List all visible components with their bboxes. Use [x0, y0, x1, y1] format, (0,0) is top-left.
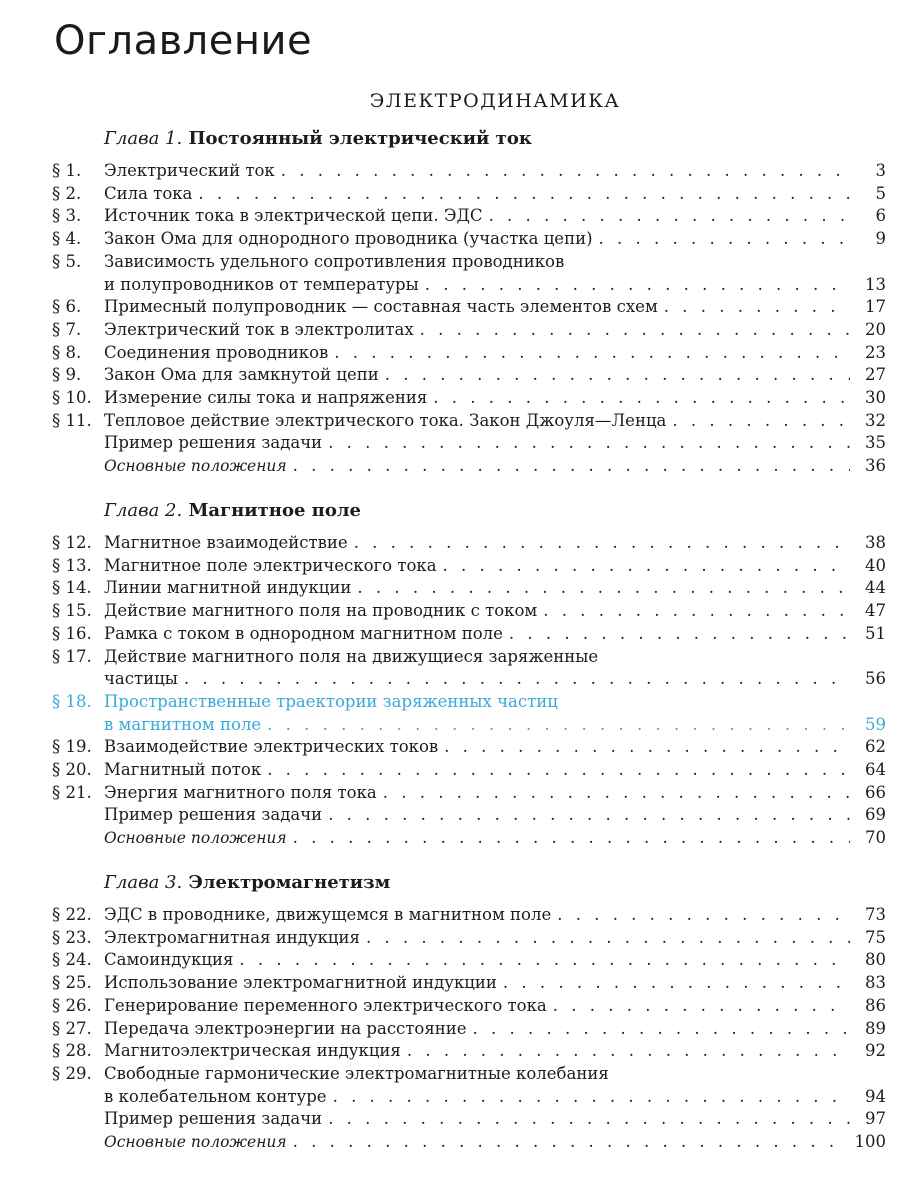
toc-entry[interactable] [52, 1085, 886, 1108]
toc-entry[interactable] [52, 971, 886, 994]
page-number: 59 [865, 714, 886, 734]
section-number: § 7. [52, 319, 82, 339]
section-title: Рамка с током в однородном магнитном поле [104, 623, 503, 643]
dot-leader [184, 667, 850, 690]
dot-leader [664, 295, 850, 318]
section-number: § 18. [52, 691, 92, 711]
dot-leader [672, 409, 850, 432]
toc-entry[interactable] [52, 781, 886, 804]
section-title: Электрический ток в электролитах [104, 319, 414, 339]
chapter-heading [104, 500, 361, 521]
dot-leader [328, 431, 850, 454]
page-number: 100 [854, 1132, 886, 1151]
dot-leader [293, 1130, 849, 1153]
dot-leader [267, 758, 850, 781]
section-title: Самоиндукция [104, 950, 234, 970]
section-title: Магнитное поле электрического тока [104, 555, 437, 575]
toc-entry[interactable] [52, 948, 886, 971]
section-number: § 24. [52, 950, 92, 970]
page-number: 75 [865, 927, 886, 947]
section-number: § 11. [52, 410, 92, 430]
section-title: Действие магнитного поля на движущиеся заряженные [104, 646, 599, 666]
section-title: Закон Ома для однородного проводника (участка цепи) [104, 229, 593, 249]
toc-entry[interactable] [52, 803, 886, 826]
toc-entry[interactable] [52, 1062, 886, 1085]
page-number: 3 [875, 161, 886, 180]
dot-leader [385, 363, 850, 386]
toc-entry[interactable] [52, 599, 886, 622]
page-number: 40 [865, 555, 886, 575]
section-title: Использование электромагнитной индукции [104, 973, 497, 993]
dot-leader [357, 576, 850, 599]
toc-entry[interactable] [52, 1039, 886, 1062]
section-title: Пример решения задачи [104, 805, 323, 825]
chapter-name: Магнитное поле [182, 500, 362, 521]
page-number: 38 [865, 533, 886, 552]
section-number: § 17. [52, 646, 92, 666]
dot-leader [444, 735, 850, 758]
section-number: § 16. [52, 623, 92, 643]
page-number: 44 [865, 578, 886, 598]
dot-leader [267, 713, 850, 736]
chapter-label: Глава 2. [104, 500, 183, 521]
toc-entry[interactable] [52, 554, 886, 577]
page-number: 47 [865, 601, 886, 621]
dot-leader [557, 903, 850, 926]
page-number: 62 [865, 737, 886, 757]
section-number: § 8. [52, 342, 82, 362]
page-number: 13 [865, 274, 886, 294]
section-number: § 5. [52, 251, 82, 271]
section-title: Свободные гармонические электромагнитные колебания [104, 1063, 609, 1083]
toc-entry[interactable] [52, 690, 886, 713]
section-title: Генерирование переменного электрического тока [104, 995, 547, 1015]
page-number: 6 [875, 206, 886, 226]
section-title: Взаимодействие электрических токов [104, 737, 439, 757]
section-number: § 15. [52, 601, 92, 621]
section-number: § 20. [52, 760, 92, 779]
section-number: § 12. [52, 533, 92, 552]
page-number: 35 [865, 433, 886, 453]
toc-entry[interactable] [52, 409, 886, 432]
chapter-name: Постоянный электрический ток [182, 128, 532, 149]
part-title: ЭЛЕКТРОДИНАМИКА [369, 90, 621, 112]
page-number: 20 [865, 319, 886, 339]
section-number: § 9. [52, 365, 82, 385]
toc-entry[interactable] [52, 926, 886, 949]
toc-entry[interactable] [52, 363, 886, 386]
chapter-heading [104, 128, 532, 149]
page-number: 69 [865, 805, 886, 825]
section-number: § 6. [52, 297, 82, 317]
dot-leader [489, 204, 850, 227]
section-number: § 26. [52, 995, 92, 1015]
page-number: 64 [865, 760, 886, 779]
dot-leader [383, 781, 850, 804]
section-number: § 3. [52, 206, 82, 226]
toc-entry[interactable] [52, 1017, 886, 1040]
section-title: Основные положения [104, 829, 287, 848]
chapter-label: Глава 1. [104, 128, 183, 149]
section-title: в колебательном контуре [104, 1086, 327, 1106]
section-title: Сила тока [104, 183, 193, 203]
dot-leader [433, 386, 850, 409]
dot-leader [366, 926, 850, 949]
toc-entry[interactable] [52, 667, 886, 690]
section-number: § 21. [52, 782, 92, 802]
toc-entry[interactable] [52, 531, 886, 554]
section-title: Соединения проводников [104, 342, 329, 362]
section-number: § 10. [52, 388, 92, 407]
dot-leader [328, 803, 850, 826]
toc-entry[interactable] [52, 204, 886, 227]
chapter-label: Глава 3. [104, 872, 183, 893]
toc-entry[interactable] [52, 903, 886, 926]
dot-leader [473, 1017, 850, 1040]
toc-entry[interactable] [52, 318, 886, 341]
page-number: 89 [865, 1018, 886, 1038]
page-number: 83 [865, 973, 886, 993]
section-number: § 13. [52, 555, 92, 575]
section-title: ЭДС в проводнике, движущемся в магнитном поле [104, 905, 552, 924]
page-number: 17 [865, 297, 886, 317]
section-title: Линии магнитной индукции [104, 578, 352, 598]
dot-leader [334, 341, 850, 364]
toc-entry[interactable] [52, 645, 886, 668]
toc-entry[interactable] [52, 713, 886, 736]
section-title: Зависимость удельного сопротивления проводников [104, 251, 565, 271]
section-title: частицы [104, 669, 178, 689]
section-title: в магнитном поле [104, 714, 262, 734]
page-number: 73 [865, 905, 886, 924]
chapter-name: Электромагнетизм [182, 872, 391, 893]
page-number: 97 [865, 1109, 886, 1129]
section-number: § 25. [52, 973, 92, 993]
section-number: § 22. [52, 905, 92, 924]
section-title: Тепловое действие электрического тока. Закон Джоуля—Ленца [104, 410, 667, 430]
dot-leader [239, 948, 850, 971]
dot-leader [281, 159, 850, 182]
section-title: Энергия магнитного поля тока [104, 782, 377, 802]
section-title: Пример решения задачи [104, 1109, 323, 1129]
dot-leader [293, 454, 850, 477]
toc-entry[interactable] [52, 341, 886, 364]
toc-entry[interactable] [52, 758, 886, 781]
section-title: Пример решения задачи [104, 433, 323, 453]
section-number: § 27. [52, 1018, 92, 1038]
dot-leader [354, 531, 850, 554]
dot-leader [509, 622, 850, 645]
toc-entry[interactable] [52, 295, 886, 318]
dot-leader [599, 227, 850, 250]
section-title: Магнитный поток [104, 760, 262, 779]
toc-entry[interactable] [52, 159, 886, 182]
dot-leader [420, 318, 850, 341]
section-title: Электрический ток [104, 161, 275, 180]
page-title: Оглавление [54, 18, 313, 64]
section-number: § 2. [52, 183, 82, 203]
dot-leader [407, 1039, 850, 1062]
page-number: 32 [865, 410, 886, 430]
section-title: Электромагнитная индукция [104, 927, 360, 947]
section-title: Магнитоэлектрическая индукция [104, 1041, 401, 1061]
dot-leader [443, 554, 850, 577]
section-title: Пространственные траектории заряженных частиц [104, 691, 558, 711]
page-number: 56 [865, 669, 886, 689]
toc-entry[interactable] [52, 576, 886, 599]
chapter-heading [104, 872, 390, 893]
dot-leader [333, 1085, 850, 1108]
page-number: 94 [865, 1086, 886, 1106]
section-title: Измерение силы тока и напряжения [104, 388, 428, 407]
toc-entry[interactable] [52, 1130, 886, 1153]
section-number: § 29. [52, 1063, 92, 1083]
dot-leader [198, 182, 850, 205]
toc-entry[interactable] [52, 431, 886, 454]
toc-entry[interactable] [52, 182, 886, 205]
section-number: § 23. [52, 927, 92, 947]
page-number: 5 [875, 183, 886, 203]
page-number: 51 [865, 623, 886, 643]
page-number: 36 [865, 456, 886, 476]
section-title: Закон Ома для замкнутой цепи [104, 365, 379, 385]
toc-entry[interactable] [52, 994, 886, 1017]
dot-leader [328, 1107, 850, 1130]
section-title: Магнитное взаимодействие [104, 533, 348, 552]
page-number: 86 [865, 995, 886, 1015]
page-number: 80 [865, 950, 886, 970]
dot-leader [425, 273, 850, 296]
page-number: 70 [865, 828, 886, 848]
section-number: § 28. [52, 1041, 92, 1061]
section-title: Основные положения [104, 457, 287, 476]
dot-leader [553, 994, 850, 1017]
page-number: 30 [865, 388, 886, 407]
toc-entry[interactable] [52, 826, 886, 849]
section-title: и полупроводников от температуры [104, 274, 419, 294]
toc-entry[interactable] [52, 454, 886, 477]
toc-entry[interactable] [52, 1107, 886, 1130]
section-number: § 14. [52, 578, 92, 598]
section-number: § 4. [52, 229, 82, 249]
page-number: 92 [865, 1041, 886, 1061]
page-number: 66 [865, 782, 886, 802]
page-number: 9 [875, 229, 886, 249]
section-number: § 19. [52, 737, 92, 757]
dot-leader [503, 971, 850, 994]
toc-entry[interactable] [52, 227, 886, 250]
dot-leader [543, 599, 850, 622]
toc-entry[interactable] [52, 250, 886, 273]
page-number: 23 [865, 342, 886, 362]
toc-entry[interactable] [52, 386, 886, 409]
section-title: Действие магнитного поля на проводник с током [104, 601, 538, 621]
toc-entry[interactable] [52, 273, 886, 296]
section-number: § 1. [52, 161, 82, 180]
section-title: Источник тока в электрической цепи. ЭДС [104, 206, 483, 226]
toc-entry[interactable] [52, 735, 886, 758]
dot-leader [293, 826, 850, 849]
section-title: Передача электроэнергии на расстояние [104, 1018, 467, 1038]
section-title: Примесный полупроводник — составная часть элементов схем [104, 297, 658, 317]
toc-entry[interactable] [52, 622, 886, 645]
page-number: 27 [865, 365, 886, 385]
section-title: Основные положения [104, 1133, 287, 1151]
